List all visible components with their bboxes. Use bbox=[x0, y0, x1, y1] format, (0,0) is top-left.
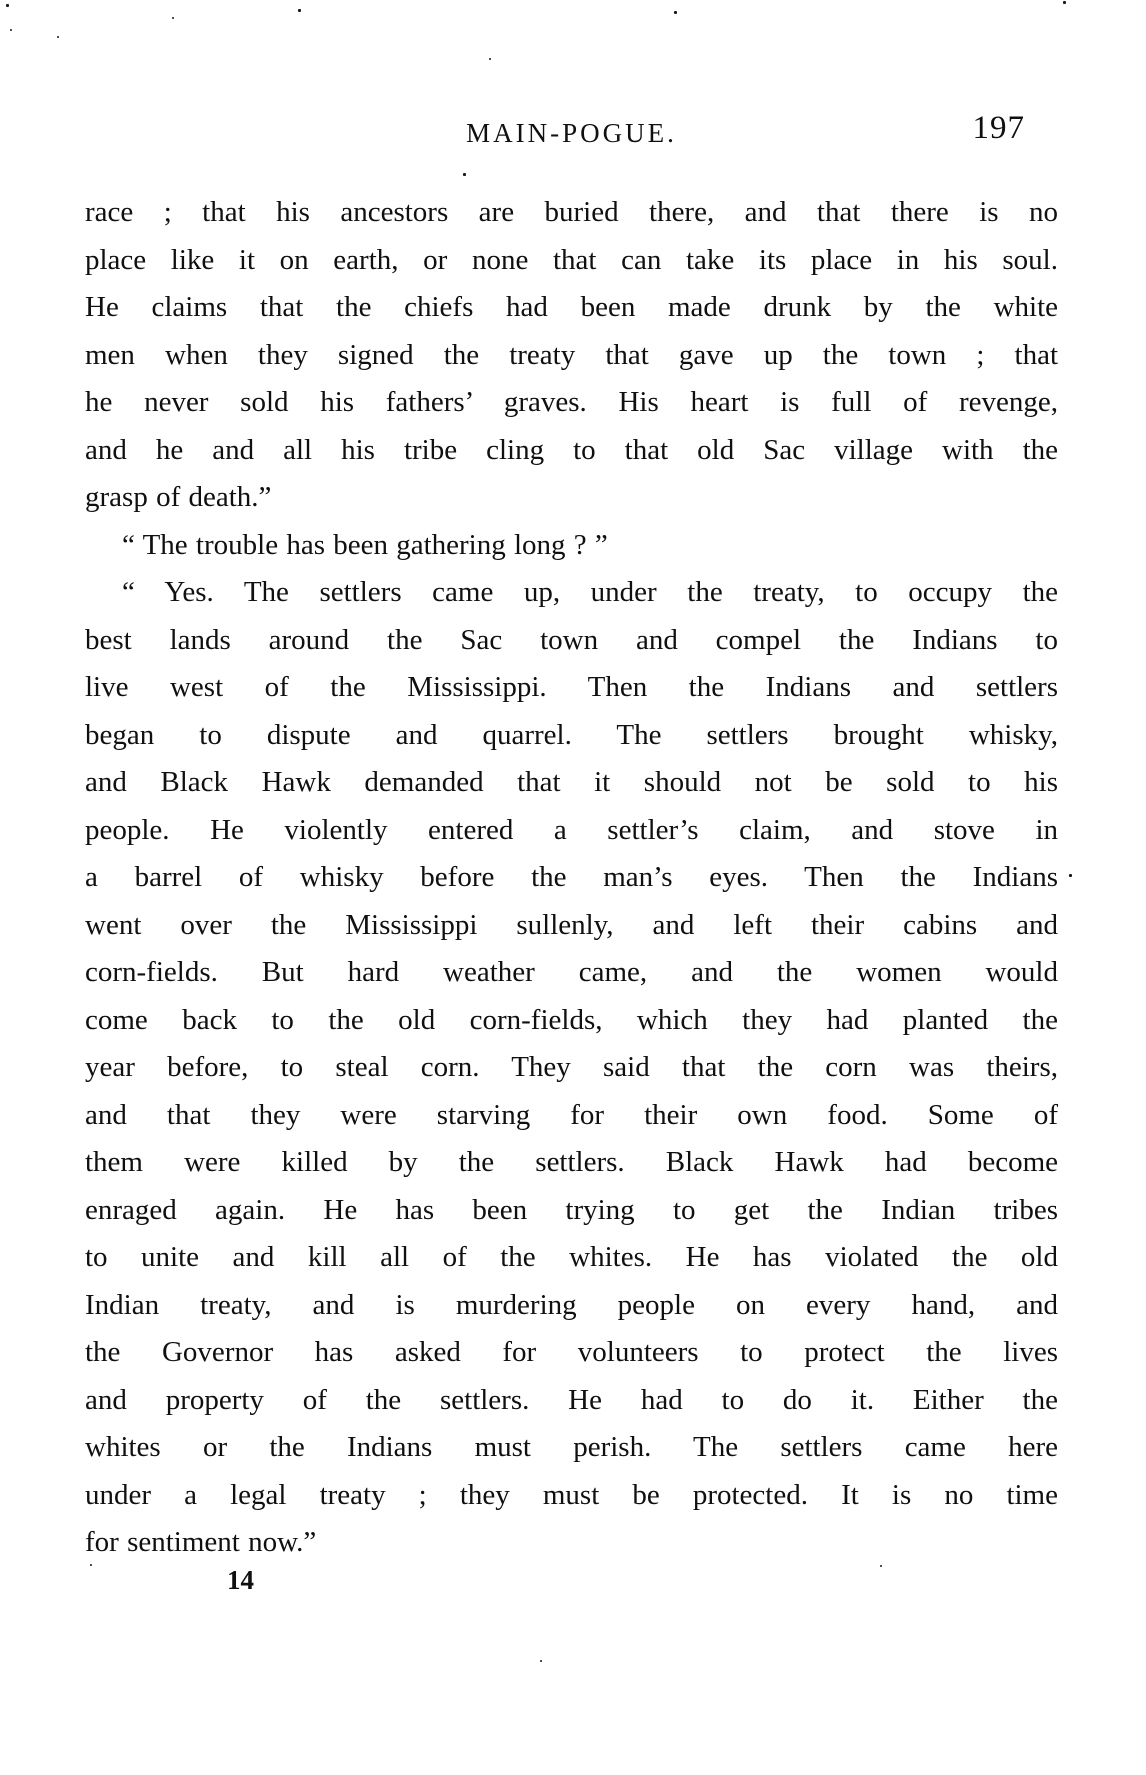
text-line: under a legal treaty ; they must be protected. It is no time bbox=[85, 1478, 1058, 1511]
scan-speck bbox=[463, 173, 466, 176]
text-line: “ Yes. The settlers came up, under the treaty, to occupy the bbox=[122, 576, 1058, 608]
text-line: and property of the settlers. He had to do it. Either the bbox=[85, 1383, 1058, 1416]
text-line: and he and all his tribe cling to that old Sac village with the bbox=[85, 433, 1058, 466]
text-line: and Black Hawk demanded that it should not be sold to his bbox=[85, 766, 1058, 798]
text-line: best lands around the Sac town and compel the Indians to bbox=[85, 623, 1058, 656]
scan-speck bbox=[6, 4, 9, 7]
text-line: grasp of death.” bbox=[85, 481, 272, 513]
text-line: He claims that the chiefs had been made drunk by the white bbox=[85, 291, 1058, 323]
text-line: enraged again. He has been trying to get the Indian tribes bbox=[85, 1193, 1058, 1226]
text-line: he never sold his fathers’ graves. His heart is full of revenge, bbox=[85, 386, 1058, 418]
text-line: a barrel of whisky before the man’s eyes. Then the Indians bbox=[85, 861, 1058, 893]
text-line: them were killed by the settlers. Black Hawk had become bbox=[85, 1146, 1058, 1178]
page-text bbox=[85, 189, 1058, 1567]
text-line: whites or the Indians must perish. The settlers came here bbox=[85, 1431, 1058, 1463]
scan-speck bbox=[1069, 874, 1072, 877]
text-line: the Governor has asked for volunteers to protect the lives bbox=[85, 1336, 1058, 1368]
text-line: corn-fields. But hard weather came, and the women would bbox=[85, 956, 1058, 988]
text-line: for sentiment now.” bbox=[85, 1526, 317, 1558]
text-line: place like it on earth, or none that can take its place in his soul. bbox=[85, 243, 1058, 276]
text-line: began to dispute and quarrel. The settlers brought whisky, bbox=[85, 718, 1058, 751]
scan-speck bbox=[1063, 1, 1066, 4]
scan-speck bbox=[489, 58, 491, 60]
scan-speck bbox=[540, 1660, 542, 1662]
page-header bbox=[85, 112, 1058, 156]
page-number: 197 bbox=[972, 110, 1025, 146]
text-line: come back to the old corn-fields, which they had planted the bbox=[85, 1003, 1058, 1036]
text-line: Indian treaty, and is murdering people on every hand, and bbox=[85, 1288, 1058, 1321]
running-title: MAIN-POGUE. bbox=[466, 118, 677, 148]
scan-speck bbox=[10, 29, 12, 31]
text-line: to unite and kill all of the whites. He has violated the old bbox=[85, 1241, 1058, 1273]
text-line: “ The trouble has been gathering long ? ” bbox=[122, 528, 608, 561]
text-line: and that they were starving for their own food. Some of bbox=[85, 1098, 1058, 1131]
text-line: year before, to steal corn. They said that the corn was theirs, bbox=[85, 1051, 1058, 1083]
text-line: live west of the Mississippi. Then the Indians and settlers bbox=[85, 671, 1058, 703]
signature-mark: 14 bbox=[227, 1565, 254, 1595]
text-line: went over the Mississippi sullenly, and left their cabins and bbox=[85, 908, 1058, 941]
scan-speck bbox=[298, 9, 301, 12]
text-line: people. He violently entered a settler’s claim, and stove in bbox=[85, 813, 1058, 846]
scan-speck bbox=[57, 36, 59, 38]
scan-speck bbox=[172, 17, 174, 19]
text-line: race ; that his ancestors are buried there, and that there is no bbox=[85, 196, 1058, 228]
text-line: men when they signed the treaty that gave up the town ; that bbox=[85, 338, 1058, 371]
scan-speck bbox=[674, 11, 677, 14]
